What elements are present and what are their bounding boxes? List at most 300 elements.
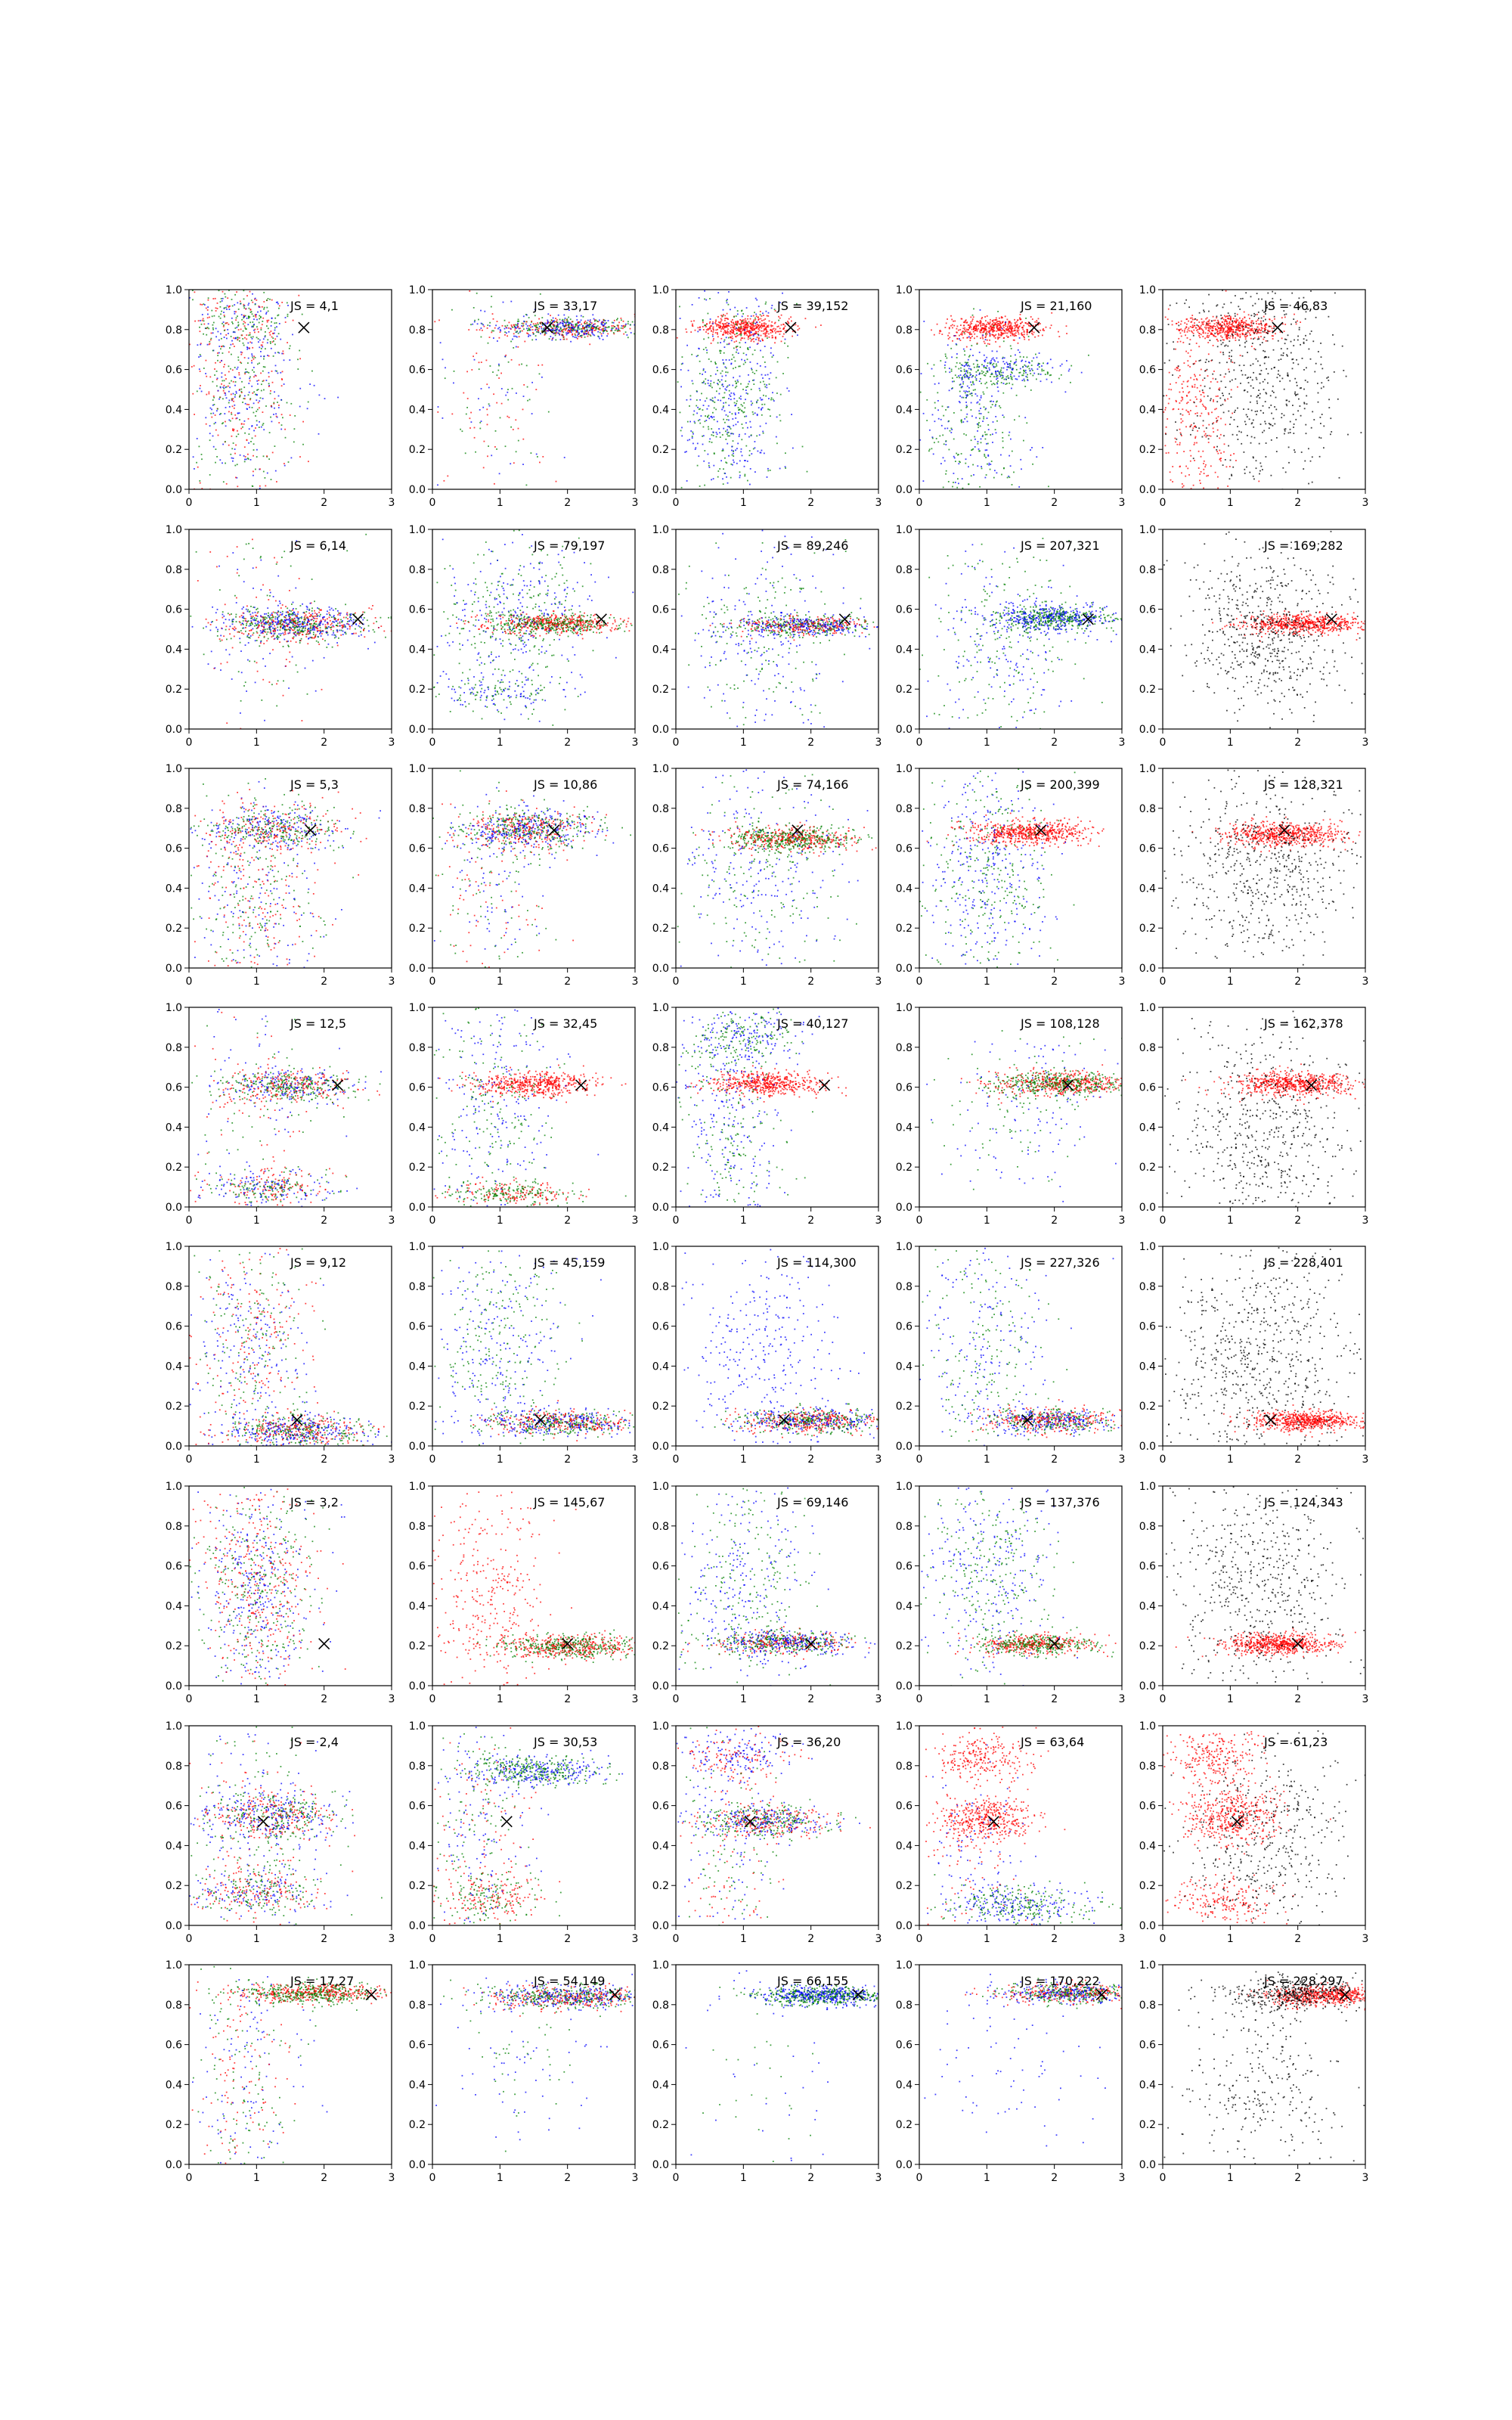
scatter-point <box>727 330 728 332</box>
scatter-point <box>680 369 682 371</box>
scatter-point <box>248 394 249 396</box>
scatter-point <box>707 408 708 410</box>
scatter-point <box>958 375 959 377</box>
scatter-point <box>593 334 594 336</box>
scatter-point <box>263 358 265 360</box>
scatter-point <box>1192 324 1194 326</box>
scatter-point <box>1225 321 1227 322</box>
scatter-point <box>1019 317 1021 318</box>
scatter-point <box>720 338 722 340</box>
scatter-point <box>997 371 999 372</box>
scatter-point <box>973 327 974 328</box>
scatter-point <box>1001 382 1002 383</box>
scatter-point <box>237 337 239 339</box>
scatter-point <box>724 422 726 424</box>
scatter-point <box>990 407 992 408</box>
scatter-point <box>479 428 481 430</box>
scatter-point <box>971 409 972 411</box>
scatter-point <box>996 358 998 359</box>
scatter-point <box>780 394 782 396</box>
scatter-point <box>516 337 518 338</box>
scatter-point <box>251 362 253 364</box>
scatter-point <box>480 310 482 312</box>
scatter-point <box>958 454 959 455</box>
scatter-point <box>739 436 740 437</box>
scatter-point <box>1021 327 1023 328</box>
scatter-point <box>732 413 733 414</box>
scatter-point <box>1012 384 1014 386</box>
scatter-point <box>246 334 247 336</box>
scatter-point <box>1182 414 1184 416</box>
scatter-point <box>971 321 973 322</box>
scatter-point <box>1031 365 1033 366</box>
scatter-point <box>1024 371 1025 372</box>
scatter-point <box>496 402 497 404</box>
scatter-point <box>986 443 987 445</box>
scatter-point <box>971 336 973 337</box>
scatter-point <box>743 402 745 404</box>
scatter-point <box>1185 299 1187 301</box>
scatter-point <box>999 376 1001 377</box>
scatter-point <box>200 385 201 386</box>
scatter-point <box>754 318 756 319</box>
scatter-point <box>983 371 984 373</box>
scatter-point <box>931 330 932 331</box>
scatter-point <box>740 451 742 453</box>
scatter-point <box>614 320 615 321</box>
scatter-point <box>216 386 218 387</box>
scatter-point <box>253 402 255 404</box>
scatter-point <box>704 450 705 451</box>
scatter-point <box>250 459 252 461</box>
scatter-point <box>1223 451 1225 453</box>
scatter-point <box>1235 331 1237 333</box>
scatter-point <box>953 482 954 483</box>
scatter-point <box>999 372 1000 374</box>
scatter-point <box>220 387 222 389</box>
scatter-point <box>1007 319 1009 321</box>
scatter-point <box>766 387 767 389</box>
scatter-point <box>1197 387 1198 389</box>
scatter-point <box>541 377 543 378</box>
scatter-point <box>711 428 712 430</box>
scatter-point <box>971 402 972 404</box>
scatter-point <box>1208 424 1210 426</box>
scatter-point <box>709 298 711 299</box>
scatter-point <box>208 299 209 301</box>
scatter-point <box>240 428 242 430</box>
scatter-point <box>534 315 536 316</box>
scatter-point <box>240 389 242 390</box>
scatter-point <box>989 340 990 341</box>
scatter-point <box>971 334 972 335</box>
scatter-point <box>271 318 273 319</box>
scatter-point <box>945 354 947 355</box>
scatter-point <box>680 318 681 319</box>
scatter-point <box>1203 463 1204 464</box>
scatter-point <box>956 328 958 330</box>
scatter-point <box>535 389 537 390</box>
scatter-point <box>1012 330 1014 332</box>
scatter-point <box>606 327 608 328</box>
scatter-point <box>973 329 974 330</box>
scatter-point <box>1010 376 1012 377</box>
scatter-point <box>256 299 257 301</box>
scatter-point <box>1189 366 1191 368</box>
scatter-point <box>937 400 939 402</box>
scatter-point <box>952 381 953 383</box>
scatter-point <box>513 333 515 334</box>
scatter-point <box>1011 371 1012 373</box>
y-tick-label: 0.6 <box>652 365 669 377</box>
scatter-point <box>1190 450 1191 451</box>
scatter-point <box>792 448 794 449</box>
scatter-point <box>261 348 262 349</box>
scatter-point <box>554 333 556 334</box>
scatter-point <box>263 292 265 293</box>
scatter-point <box>217 308 218 309</box>
scatter-point <box>539 326 541 327</box>
scatter-point <box>527 386 528 388</box>
scatter-point <box>766 333 767 334</box>
scatter-point <box>727 299 728 300</box>
scatter-point <box>1002 441 1004 442</box>
scatter-point <box>1215 336 1216 337</box>
scatter-point <box>1190 339 1191 340</box>
scatter-point <box>237 339 239 340</box>
scatter-point <box>703 349 705 350</box>
scatter-point <box>225 293 226 295</box>
scatter-point <box>263 338 265 340</box>
scatter-point <box>256 326 258 327</box>
scatter-point <box>972 464 974 466</box>
scatter-point <box>1003 340 1005 342</box>
scatter-point <box>723 483 724 485</box>
scatter-point <box>1204 466 1206 467</box>
scatter-point <box>1195 427 1197 428</box>
scatter-point <box>737 335 739 337</box>
scatter-point <box>308 461 309 462</box>
scatter-point <box>1256 411 1258 412</box>
scatter-point <box>214 423 215 424</box>
scatter-point <box>1224 443 1225 445</box>
scatter-point <box>562 331 563 333</box>
scatter-point <box>704 299 705 300</box>
scatter-point <box>1002 414 1004 416</box>
scatter-point <box>1225 424 1226 426</box>
scatter-point <box>965 373 966 374</box>
scatter-point <box>549 338 550 340</box>
scatter-point <box>1217 476 1219 478</box>
scatter-point <box>761 452 762 454</box>
scatter-point <box>271 479 272 480</box>
scatter-point <box>1242 374 1244 376</box>
scatter-point <box>1172 466 1173 467</box>
scatter-point <box>995 429 996 430</box>
scatter-point <box>990 464 991 465</box>
scatter-point <box>1266 442 1267 444</box>
scatter-point <box>722 328 723 330</box>
scatter-point <box>727 430 728 431</box>
scatter-point <box>971 384 972 386</box>
scatter-point <box>267 342 268 343</box>
scatter-point <box>729 436 730 437</box>
scatter-point <box>960 334 962 335</box>
scatter-point <box>798 325 799 327</box>
x-tick-label: 2 <box>1051 497 1058 509</box>
scatter-point <box>1261 327 1263 328</box>
scatter-point <box>1208 442 1210 443</box>
scatter-point <box>704 485 705 486</box>
scatter-point <box>730 433 732 435</box>
scatter-point <box>723 428 724 430</box>
scatter-point <box>248 358 249 359</box>
scatter-point <box>1217 334 1219 336</box>
scatter-point <box>497 340 498 342</box>
scatter-point <box>958 330 959 331</box>
scatter-point <box>1027 334 1028 335</box>
scatter-point <box>1213 378 1214 380</box>
scatter-point <box>271 330 272 332</box>
scatter-point <box>1205 324 1207 326</box>
scatter-point <box>1195 396 1197 398</box>
scatter-point <box>1043 330 1045 331</box>
scatter-point <box>1170 305 1171 306</box>
scatter-point <box>566 321 568 323</box>
scatter-point <box>763 433 764 434</box>
scatter-point <box>991 461 993 462</box>
scatter-point <box>567 320 569 321</box>
scatter-point <box>951 388 953 389</box>
scatter-point <box>232 343 234 345</box>
scatter-point <box>259 306 260 308</box>
scatter-point <box>237 464 238 465</box>
scatter-point <box>277 402 278 403</box>
scatter-point <box>260 351 262 352</box>
scatter-point <box>531 321 532 322</box>
scatter-point <box>223 326 225 327</box>
scatter-point <box>1002 361 1004 362</box>
scatter-point <box>735 417 736 419</box>
scatter-point <box>587 322 588 324</box>
scatter-point <box>564 319 565 321</box>
scatter-point <box>1191 424 1192 426</box>
scatter-point <box>1041 369 1043 371</box>
scatter-point <box>1170 479 1172 481</box>
scatter-point <box>723 386 724 387</box>
scatter-point <box>1305 318 1306 320</box>
scatter-point <box>745 327 746 329</box>
scatter-point <box>963 325 965 327</box>
scatter-point <box>762 377 764 379</box>
scatter-point <box>739 461 741 462</box>
scatter-point <box>562 319 563 321</box>
scatter-point <box>1182 383 1183 385</box>
scatter-point <box>710 416 711 417</box>
scatter-point <box>1213 371 1215 372</box>
scatter-point <box>758 306 760 307</box>
scatter-point <box>723 407 724 408</box>
scatter-point <box>1264 331 1266 333</box>
scatter-point <box>249 321 251 323</box>
scatter-point <box>992 350 993 352</box>
scatter-point <box>712 412 714 414</box>
scatter-point <box>1250 334 1251 336</box>
scatter-point <box>440 342 442 343</box>
scatter-point <box>260 317 262 318</box>
scatter-point <box>751 340 752 342</box>
scatter-point <box>560 327 562 328</box>
scatter-point <box>996 326 998 327</box>
scatter-point <box>1190 326 1191 327</box>
y-tick-label: 0.8 <box>896 324 912 337</box>
scatter-point <box>277 302 278 303</box>
scatter-point <box>1198 346 1200 347</box>
scatter-point <box>769 409 770 411</box>
scatter-point <box>702 326 704 327</box>
scatter-point <box>978 321 980 323</box>
scatter-point <box>703 382 705 383</box>
scatter-point <box>255 427 256 429</box>
scatter-point <box>529 399 531 401</box>
scatter-point <box>519 328 520 330</box>
scatter-point <box>745 460 746 461</box>
scatter-point <box>699 408 701 410</box>
scatter-point <box>287 315 289 317</box>
scatter-point <box>969 355 971 356</box>
scatter-point <box>1178 377 1179 378</box>
scatter-point <box>949 449 950 451</box>
scatter-point <box>590 319 591 321</box>
scatter-point <box>1009 476 1010 478</box>
scatter-point <box>1213 327 1214 329</box>
scatter-point <box>1286 400 1287 402</box>
scatter-point <box>222 386 224 388</box>
scatter-point <box>487 414 488 416</box>
scatter-point <box>599 329 600 330</box>
scatter-point <box>820 324 822 326</box>
scatter-point <box>201 391 203 392</box>
scatter-point <box>1330 433 1331 435</box>
scatter-point <box>1216 420 1218 422</box>
scatter-point <box>743 321 745 323</box>
scatter-point <box>582 326 584 327</box>
scatter-point <box>984 374 985 376</box>
scatter-point <box>735 329 736 330</box>
scatter-point <box>720 318 722 320</box>
scatter-point <box>571 330 572 331</box>
scatter-point <box>965 458 967 460</box>
scatter-point <box>1179 442 1181 444</box>
scatter-point <box>798 328 800 330</box>
scatter-point <box>538 328 540 330</box>
y-tick-label: 0.2 <box>896 444 912 456</box>
scatter-point <box>961 453 962 455</box>
scatter-point <box>1250 296 1252 297</box>
scatter-point <box>1028 324 1030 326</box>
scatter-point <box>1315 317 1317 318</box>
scatter-point <box>1185 426 1187 427</box>
scatter-point <box>995 341 996 343</box>
scatter-point <box>261 327 262 329</box>
scatter-point <box>1199 391 1201 392</box>
scatter-point <box>525 321 527 323</box>
scatter-point <box>978 443 979 445</box>
scatter-point <box>727 436 729 437</box>
scatter-point <box>709 327 711 328</box>
scatter-point <box>1243 328 1244 330</box>
scatter-point <box>568 329 569 330</box>
scatter-point <box>1201 318 1203 320</box>
scatter-point <box>973 309 974 310</box>
scatter-point <box>747 480 748 482</box>
scatter-point <box>736 315 737 317</box>
scatter-point <box>265 486 266 487</box>
scatter-point <box>745 445 747 447</box>
scatter-point <box>693 411 695 412</box>
scatter-point <box>1201 328 1202 330</box>
scatter-point <box>996 472 998 473</box>
scatter-point <box>981 364 983 365</box>
scatter-point <box>1214 408 1216 410</box>
scatter-point <box>1008 377 1009 379</box>
scatter-point <box>277 336 278 337</box>
scatter-point <box>241 352 243 353</box>
scatter-point <box>712 334 714 335</box>
scatter-point <box>1207 335 1208 337</box>
scatter-point <box>619 330 621 332</box>
scatter-point <box>613 332 615 334</box>
scatter-point <box>281 302 283 303</box>
scatter-point <box>747 386 748 387</box>
scatter-point <box>228 391 230 392</box>
scatter-point <box>1182 483 1183 485</box>
scatter-point <box>759 390 761 392</box>
scatter-point <box>249 378 250 380</box>
scatter-point <box>989 343 990 345</box>
scatter-point <box>728 455 730 457</box>
scatter-point <box>228 365 230 367</box>
scatter-point <box>1193 423 1194 424</box>
scatter-point <box>757 324 758 325</box>
scatter-point <box>243 455 245 457</box>
scatter-point <box>285 321 287 323</box>
scatter-point <box>1269 407 1270 408</box>
scatter-point <box>959 335 960 337</box>
scatter-point <box>974 330 976 331</box>
scatter-point <box>520 330 522 332</box>
scatter-point <box>773 399 774 400</box>
scatter-point <box>990 336 991 337</box>
scatter-point <box>225 395 226 396</box>
scatter-point <box>262 324 263 325</box>
scatter-point <box>1274 316 1275 318</box>
scatter-point <box>977 465 978 467</box>
scatter-point <box>978 370 979 371</box>
scatter-point <box>730 321 732 322</box>
scatter-point <box>984 343 986 344</box>
scatter-point <box>727 328 729 330</box>
scatter-point <box>990 362 992 364</box>
scatter-point <box>965 392 966 394</box>
scatter-point <box>1194 374 1195 376</box>
scatter-point <box>558 315 559 316</box>
scatter-point <box>1250 322 1252 324</box>
scatter-point <box>233 331 234 333</box>
scatter-point <box>733 330 734 331</box>
scatter-point <box>221 298 222 299</box>
scatter-point <box>215 298 216 299</box>
